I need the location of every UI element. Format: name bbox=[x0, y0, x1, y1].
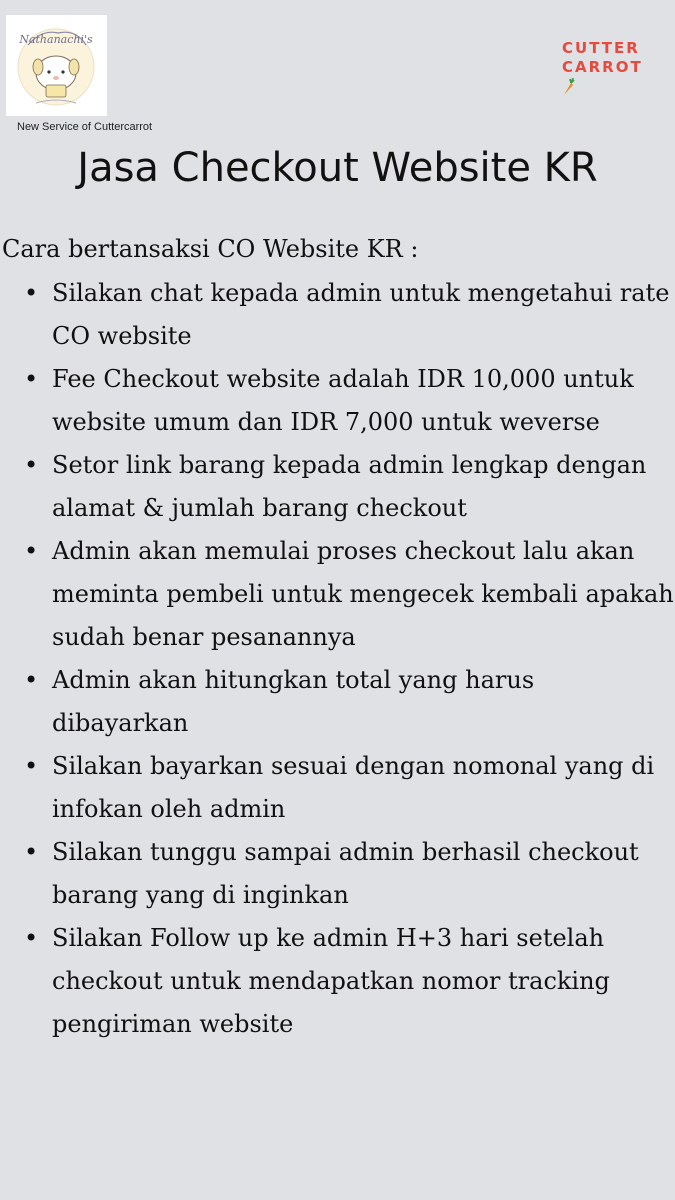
svg-text:Nathanachi's: Nathanachi's bbox=[19, 33, 93, 46]
bullet-icon: • bbox=[24, 365, 39, 393]
list-item bbox=[24, 917, 674, 1046]
list-item bbox=[24, 659, 674, 745]
step-text: Setor link barang kepada admin lengkap dengan alamat & jumlah barang checkout bbox=[52, 451, 647, 522]
step-text: Admin akan memulai proses checkout lalu akan meminta pembeli untuk mengecek kembali apakah sudah benar pesanannya bbox=[52, 537, 674, 651]
mascot-badge-icon bbox=[6, 15, 107, 116]
bullet-icon: • bbox=[24, 752, 39, 780]
bullet-icon: • bbox=[24, 451, 39, 479]
steps-list bbox=[24, 272, 674, 1046]
bullet-icon: • bbox=[24, 537, 39, 565]
brand-line-1: CUTTER bbox=[562, 39, 640, 57]
brand-logo bbox=[562, 39, 644, 96]
list-item bbox=[24, 831, 674, 917]
bullet-icon: • bbox=[24, 279, 39, 307]
step-text: Silakan chat kepada admin untuk mengetahui rate CO website bbox=[52, 279, 670, 350]
intro-text: Cara bertansaksi CO Website KR : bbox=[2, 235, 419, 263]
carrot-icon bbox=[561, 78, 575, 96]
list-item bbox=[24, 530, 674, 659]
tagline: New Service of Cuttercarrot bbox=[17, 121, 153, 133]
step-text: Fee Checkout website adalah IDR 10,000 untuk website umum dan IDR 7,000 untuk weverse bbox=[52, 365, 634, 436]
bullet-icon: • bbox=[24, 924, 39, 952]
bullet-icon: • bbox=[24, 838, 39, 866]
list-item bbox=[24, 358, 674, 444]
list-item bbox=[24, 272, 674, 358]
bullet-icon: • bbox=[24, 666, 39, 694]
step-text: Silakan tunggu sampai admin berhasil checkout barang yang di inginkan bbox=[52, 838, 639, 909]
step-text: Silakan bayarkan sesuai dengan nomonal yang di infokan oleh admin bbox=[52, 752, 655, 823]
step-text: Silakan Follow up ke admin H+3 hari setelah checkout untuk mendapatkan nomor tracking pengiriman website bbox=[52, 924, 610, 1038]
list-item bbox=[24, 745, 674, 831]
step-text: Admin akan hitungkan total yang harus dibayarkan bbox=[52, 666, 535, 737]
list-item bbox=[24, 444, 674, 530]
brand-line-2: CARROT bbox=[562, 58, 643, 76]
page-title: Jasa Checkout Website KR bbox=[77, 145, 598, 191]
logo-badge bbox=[6, 15, 107, 116]
